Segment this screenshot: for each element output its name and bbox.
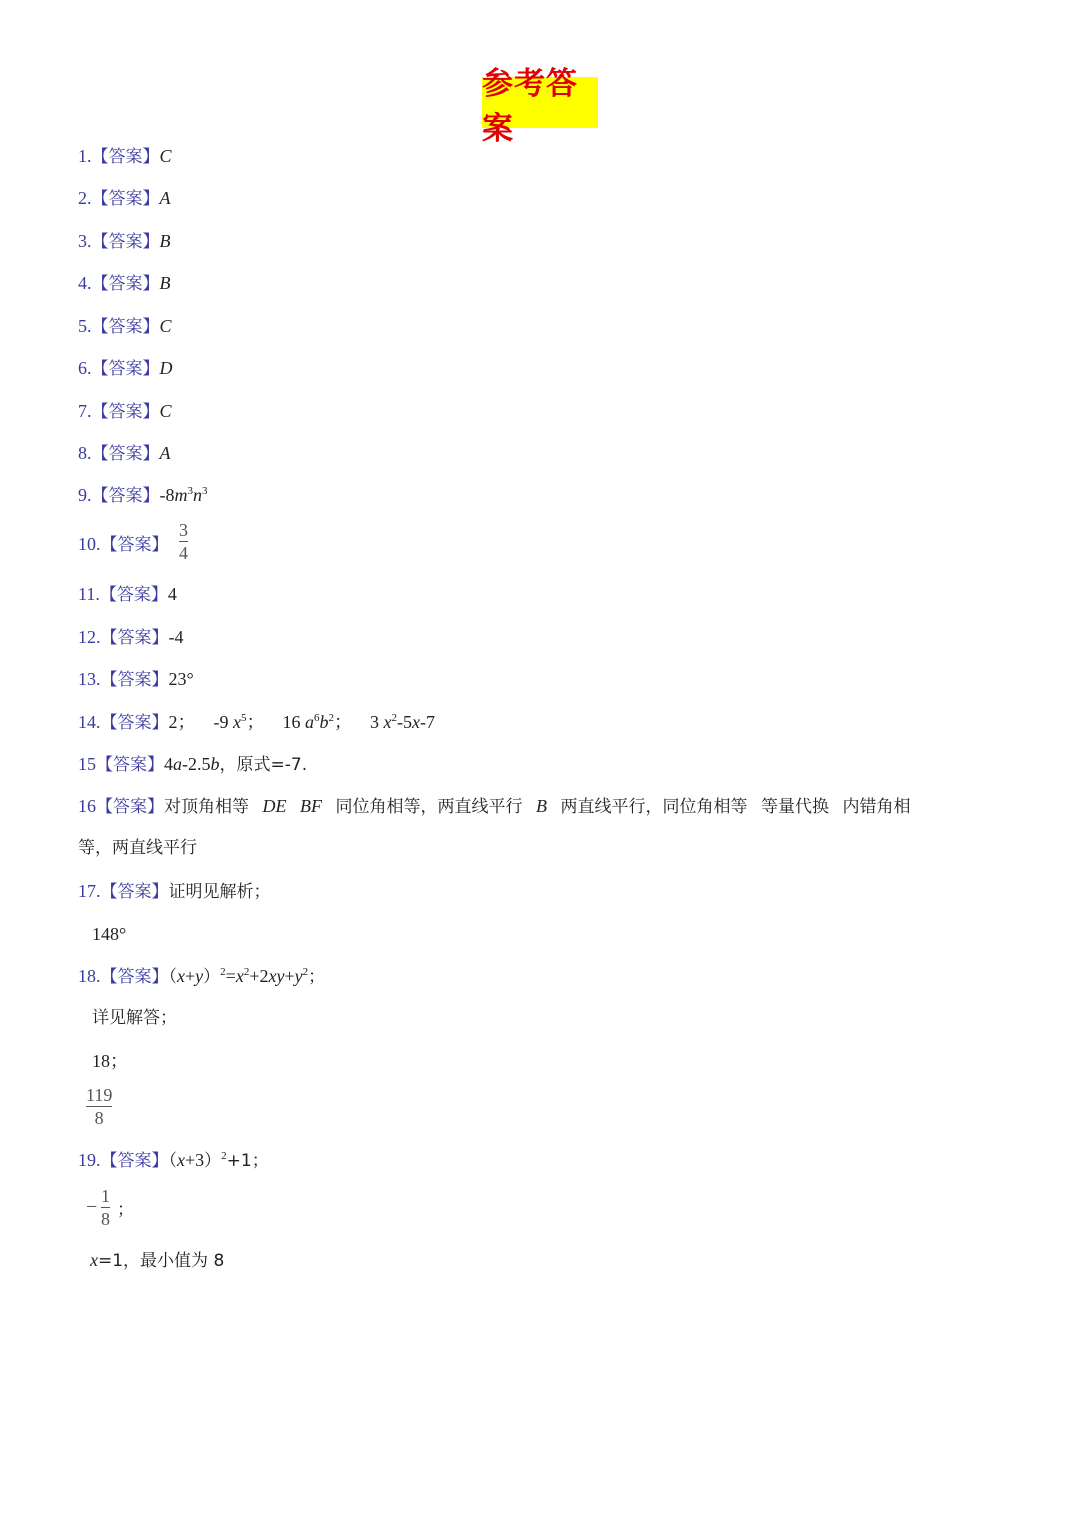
answer-8: 8.【答案】A bbox=[78, 443, 171, 464]
answer-4: 4.【答案】B bbox=[78, 273, 171, 294]
fraction-119-8: 119 8 bbox=[86, 1085, 113, 1128]
answer-3: 3.【答案】B bbox=[78, 231, 171, 252]
answer-9: 9.【答案】$-8m^3n^3$ bbox=[78, 485, 208, 506]
answer-14: 14.【答案】2； -9 $x^5$； 16 $a^6b^2$； 3 $x^2-5x-7$ bbox=[78, 712, 435, 733]
answer-18-part3: 18； bbox=[92, 1051, 128, 1071]
answer-6: 6.【答案】D bbox=[78, 358, 173, 379]
answer-17-part2: 148° bbox=[92, 924, 127, 944]
answer-7: 7.【答案】C bbox=[78, 401, 172, 422]
answer-15: 15【答案】4a-2.5b，原式=-7. bbox=[78, 754, 308, 775]
page-title: 参考答案 bbox=[482, 77, 598, 128]
answer-2: 2.【答案】A bbox=[78, 188, 171, 209]
answer-18: 18.【答案】$(x+y)^2=x^2+2xy+y^2$； bbox=[78, 966, 326, 987]
answer-19-part3: x=1，最小值为 8 bbox=[90, 1250, 225, 1271]
answer-16-wrap: 等，两直线平行 bbox=[78, 838, 197, 858]
answer-18-part2: 详见解答； bbox=[92, 1008, 177, 1028]
answer-19-part2-end: ； bbox=[117, 1200, 134, 1220]
fraction-1-8: 1 8 bbox=[101, 1186, 110, 1229]
answer-19: 19.【答案】$(x+3)^2+1$； bbox=[78, 1150, 269, 1171]
answer-16: 16【答案】对顶角相等 DE BF 同位角相等，两直线平行 B 两直线平行，同位角相等 等量代换 内错角相 bbox=[78, 796, 911, 817]
answer-11: 11.【答案】4 bbox=[78, 584, 177, 605]
answer-1: 1.【答案】C bbox=[78, 146, 172, 167]
answer-17: 17.【答案】证明见解析； bbox=[78, 881, 271, 902]
answer-5: 5.【答案】C bbox=[78, 316, 172, 337]
answer-12: 12.【答案】-4 bbox=[78, 627, 184, 648]
fraction-3-4: 3 4 bbox=[179, 520, 188, 563]
minus-sign: − bbox=[86, 1196, 98, 1218]
answer-10: 10.【答案】 bbox=[78, 534, 169, 555]
answer-13: 13.【答案】23° bbox=[78, 669, 194, 690]
